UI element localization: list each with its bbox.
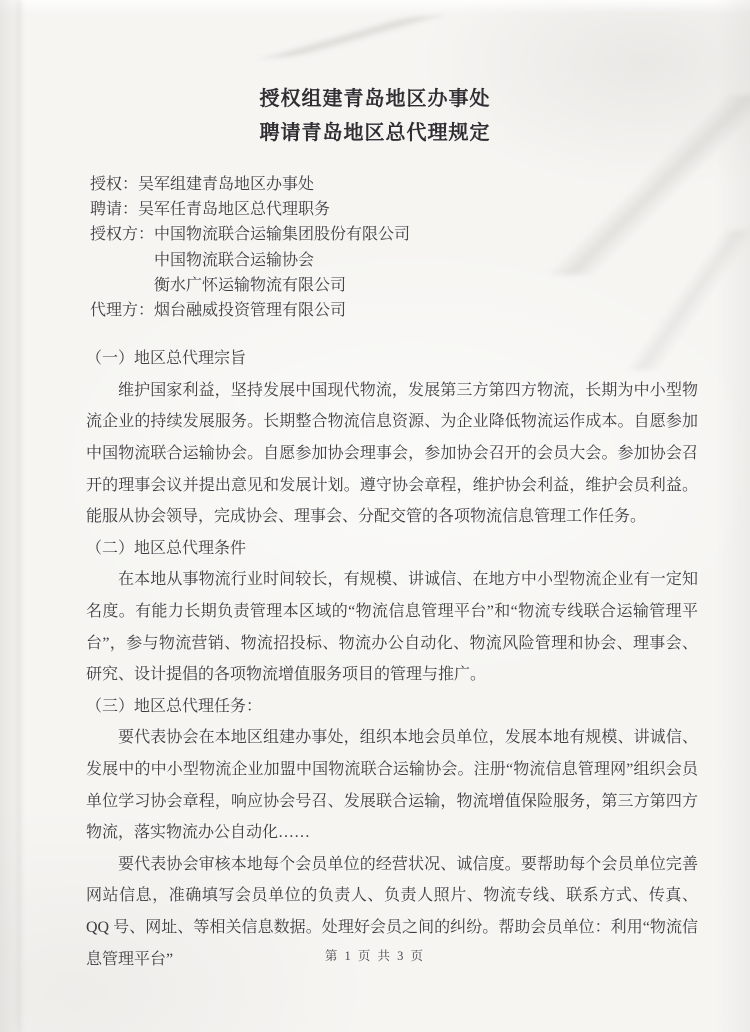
document-title [0,0,750,150]
meta-line-authorizer-3: 衡水广怀运输物流有限公司 [154,276,347,294]
document-title-line-1: 授权组建青岛地区办事处 [259,88,491,110]
section-3-heading: （三）地区总代理任务： [86,697,263,715]
document-title-line-2: 聘请青岛地区总代理规定 [259,122,491,144]
section-1-heading: （一）地区总代理宗旨 [86,350,247,368]
page-number-footer: 第 1 页 共 3 页 [324,949,426,963]
section-3-paragraph-1: 要代表协会在本地区组建办事处，组织本地会员单位，发展本地有规模、讲诚信、发展中的中小型物流企业加盟中国物流联合运输协会。注册“物流信息管理网”组织会员单位学习协会章程，响应协会号召、发展联合运输，物流增值保险服务，第三方第四方物流，落实物流办公自动化…… [86,729,698,842]
meta-line-agent: 代理方：烟台融威投资管理有限公司 [90,302,347,320]
section-3-paragraph-2: 要代表协会审核本地每个会员单位的经营状况、诚信度。要帮助每个会员单位完善网站信息，准确填写会员单位的负责人、负责人照片、物流专线、联系方式、传真、QQ 号、网址、等相关信息数据。处理好会员之间的纠纷。帮助会员单位：利用“物流信息管理平台” [86,855,698,968]
meta-line-authorizer-2: 中国物流联合运输协会 [154,251,315,269]
paper-crease [16,0,22,1032]
meta-line-authorizer-1: 授权方：中国物流联合运输集团股份有限公司 [90,226,411,244]
meta-line-appointment: 聘请：吴军任青岛地区总代理职务 [90,201,331,219]
document-body [86,343,698,975]
section-2-paragraph: 在本地从事物流行业时间较长，有规模、讲诚信、在地方中小型物流企业有一定知名度。有能力长期负责管理本区域的“物流信息管理平台”和“物流专线联合运输管理平台”，参与物流营销、物流招投标、物流办公自动化、物流风险管理和协会、理事会、研究、设计提倡的各项物流增值服务项目的管理与推广。 [86,571,698,684]
meta-block [90,172,750,323]
meta-line-authorization: 授权：吴军组建青岛地区办事处 [90,176,315,193]
section-1-paragraph: 维护国家利益，坚持发展中国现代物流，发展第三方第四方物流，长期为中小型物流企业的持续发展服务。长期整合物流信息资源、为企业降低物流运作成本。自愿参加中国物流联合运输协会。自愿参加协会理事会，参加协会召开的会员大会。参加协会召开的理事会议并提出意见和发展计划。遵守协会章程，维护协会利益，维护会员利益。能服从协会领导，完成协会、理事会、分配交管的各项物流信息管理工作任务。 [86,381,698,526]
section-2-heading: （二）地区总代理条件 [86,539,247,557]
